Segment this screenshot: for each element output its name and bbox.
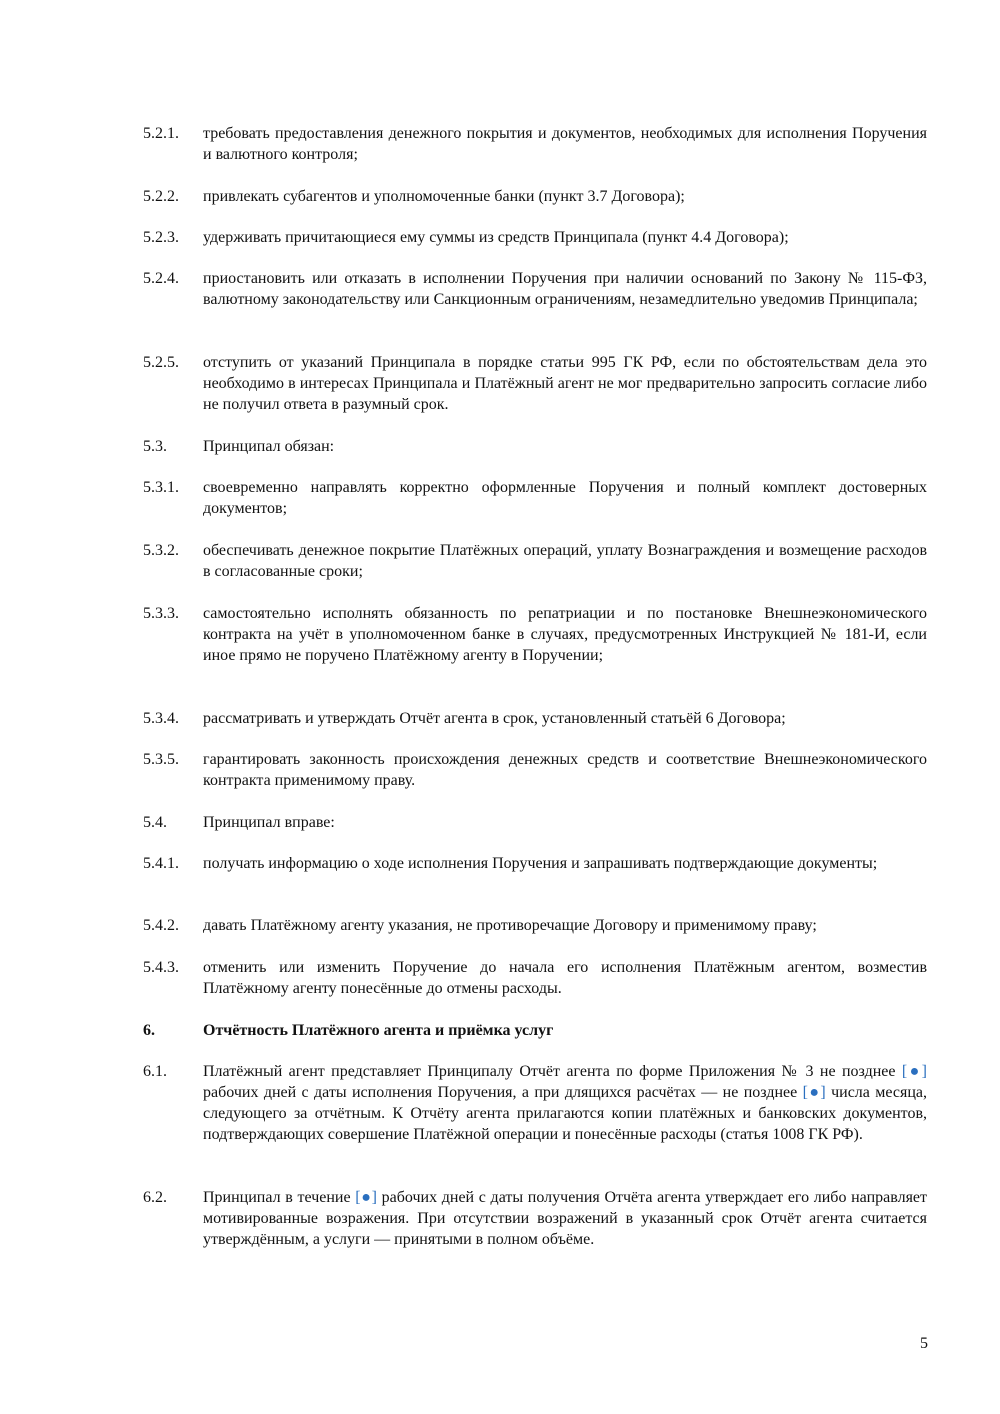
clause-text: рассматривать и утверждать Отчёт агента в срок, установленный статьёй 6 Договора; <box>203 710 786 727</box>
clause-text: гарантировать законность происхождения денежных средств и соответствие Внешнеэкономического контракта применимому праву. <box>203 751 927 789</box>
placeholder-mark: [●] <box>355 1189 377 1206</box>
clause-number: 5.3.2. <box>143 542 179 559</box>
page-number: 5 <box>920 1335 928 1352</box>
clause-text-part: Платёжный агент представляет Принципалу Отчёт агента по форме Приложения № 3 не позднее <box>203 1063 896 1080</box>
clause-text: отменить или изменить Поручение до начала его исполнения Платёжным агентом, возместив Платёжному агенту понесённые до отмены расходы. <box>203 959 927 997</box>
clause-text: отступить от указаний Принципала в порядке статьи 995 ГК РФ, если по обстоятельствам дела это необходимо в интересах Принципала и Платёжный агент не мог предварительно запросить согласие либо не получил ответа в разумный срок. <box>203 354 927 413</box>
clause-text: самостоятельно исполнять обязанность по репатриации и по постановке Внешнеэкономического контракта на учёт в уполномоченном банке в случаях, предусмотренных Инструкцией № 181-И, если иное прямо не поручено Платёжному агенту в Поручении; <box>203 605 927 664</box>
clause-number: 5.3.3. <box>143 605 179 622</box>
clause-number: 5.2.4. <box>143 270 179 287</box>
clause-text: получать информацию о ходе исполнения Поручения и запрашивать подтверждающие документы; <box>203 855 878 872</box>
clause-number: 5.3. <box>143 438 167 455</box>
clause-number: 5.4. <box>143 814 167 831</box>
clause-number: 5.3.1. <box>143 479 179 496</box>
clause-number: 6.1. <box>143 1063 167 1080</box>
clause-text: обеспечивать денежное покрытие Платёжных операций, уплату Вознаграждения и возмещение расходов в согласованные сроки; <box>203 542 927 580</box>
clause-text: привлекать субагентов и уполномоченные банки (пункт 3.7 Договора); <box>203 188 685 205</box>
placeholder-mark: [●] <box>901 1063 927 1080</box>
placeholder-mark: [●] <box>802 1084 826 1101</box>
clause-number: 5.2.1. <box>143 125 179 142</box>
clause-text: своевременно направлять корректно оформленные Поручения и полный комплект достоверных документов; <box>203 479 927 517</box>
clause-text-part: рабочих дней с даты исполнения Поручения, а при длящихся расчётах — не позднее <box>203 1084 798 1101</box>
clause-text: приостановить или отказать в исполнении Поручения при наличии оснований по Закону № 115-ФЗ, валютному законодательству или Санкционным ограничениям, незамедлительно уведомив Принципала; <box>203 270 927 308</box>
clause-number: 6.2. <box>143 1189 167 1206</box>
clause-number: 5.3.5. <box>143 751 179 768</box>
clause-number: 5.2.5. <box>143 354 179 371</box>
clause-text: Принципал вправе: <box>203 814 335 831</box>
clause-number: 5.4.3. <box>143 959 179 976</box>
clause-number: 5.4.2. <box>143 917 179 934</box>
clause-text <box>203 1187 927 1250</box>
clause-number: 5.2.2. <box>143 188 179 205</box>
clause-text-part: Принципал в течение <box>203 1189 351 1206</box>
clause-text: требовать предоставления денежного покрытия и документов, необходимых для исполнения Поручения и валютного контроля; <box>203 125 927 163</box>
clause-text: давать Платёжному агенту указания, не противоречащие Договору и применимому праву; <box>203 917 817 934</box>
section-title: Отчётность Платёжного агента и приёмка услуг <box>203 1022 554 1039</box>
clause-text-part: числа месяца, следующего за отчётным. К Отчёту агента прилагаются копии платёжных и банковских документов, подтверждающих совершение Платёжной операции и понесённые расходы (статья 1008 ГК РФ). <box>203 1084 928 1143</box>
clause-number: 5.2.3. <box>143 229 179 246</box>
clause-text: Принципал обязан: <box>203 438 335 455</box>
clause-text: удерживать причитающиеся ему суммы из средств Принципала (пункт 4.4 Договора); <box>203 229 789 246</box>
clause-text-part: рабочих дней с даты получения Отчёта агента утверждает его либо направляет мотивированные возражения. При отсутствии возражений в указанный срок Отчёт агента считается утверждённым, а услуги — принятыми в полном объёме. <box>203 1189 928 1248</box>
clause-number: 5.3.4. <box>143 710 179 727</box>
clause-number: 5.4.1. <box>143 855 179 872</box>
section-number: 6. <box>143 1022 155 1039</box>
clause-text <box>203 1061 927 1145</box>
